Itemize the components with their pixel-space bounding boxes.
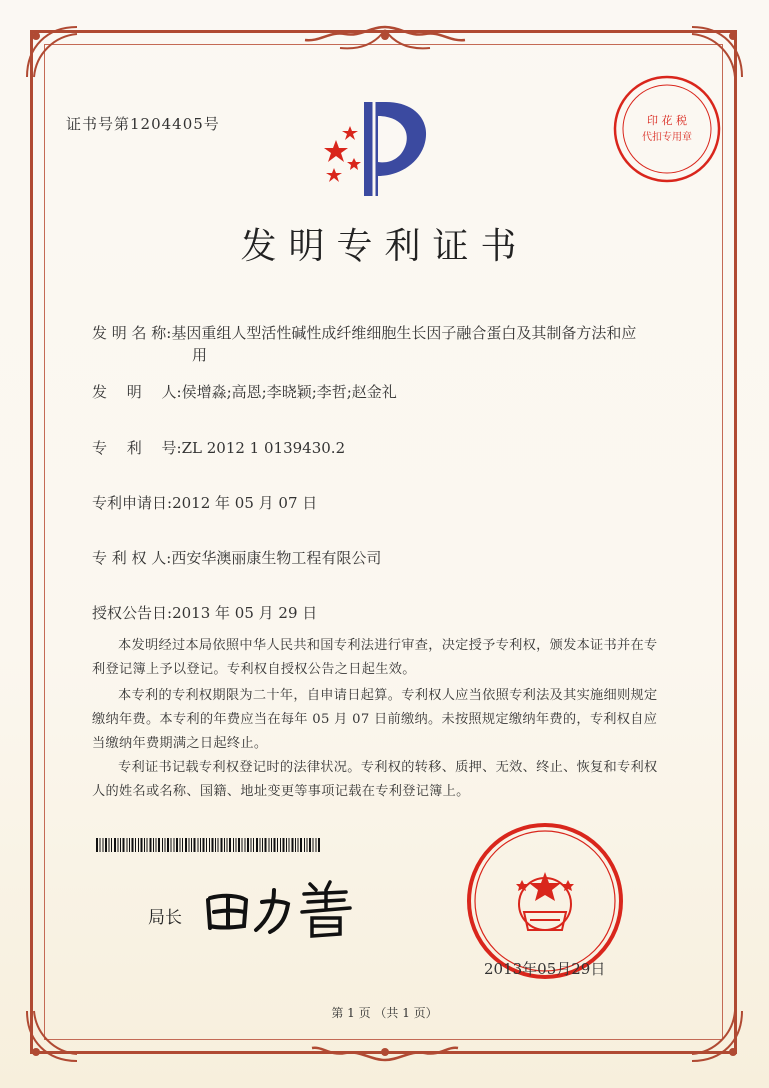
patentee-row — [92, 547, 381, 569]
filing-date-label: 专利申请日: — [92, 494, 173, 512]
tax-seal-icon — [610, 72, 724, 186]
announce-date-value: 2013 年 05 月 29 日 — [172, 604, 318, 622]
inventor-row — [92, 381, 397, 403]
patent-number-row — [92, 437, 345, 459]
bottom-ornament-icon — [310, 1030, 460, 1066]
invention-name-row — [92, 322, 636, 344]
patent-number-value: ZL 2012 1 0139430.2 — [181, 439, 346, 457]
page-title: 发明专利证书 — [240, 226, 529, 267]
inventor-label: 发 明 人: — [92, 383, 182, 401]
announce-date-row — [92, 602, 317, 624]
page-footer: 第 1 页 （共 1 页） — [331, 1006, 438, 1020]
filing-date-row — [92, 492, 317, 514]
signature-label: 局长 — [148, 908, 182, 928]
patent-number-label: 专 利 号: — [92, 439, 182, 457]
corner-ornament-icon — [22, 22, 82, 82]
certificate-number: 证书号第1204405号 — [66, 115, 220, 133]
seal-date: 2013年05月29日 — [484, 960, 606, 978]
invention-name-label: 发 明 名 称: — [92, 324, 172, 342]
svg-text:印 花 税: 印 花 税 — [647, 114, 687, 127]
invention-name-value-cont: 用 — [192, 346, 208, 364]
director-signature-icon — [200, 870, 370, 940]
body-paragraph: 本专利的专利权期限为二十年，自申请日起算。专利权人应当依照专利法及其实施细则规定缴纳年费。本专利的年费应当在每年 05 月 07 日前缴纳。未按照规定缴纳年费的，专利权自应当缴纳年费期满之日起终止。 — [92, 688, 658, 751]
svg-text:代扣专用章: 代扣专用章 — [642, 132, 692, 143]
invention-name-value: 基因重组人型活性碱性成纤维细胞生长因子融合蛋白及其制备方法和应 — [171, 324, 637, 342]
barcode-icon — [96, 838, 320, 852]
patentee-value: 西安华澳丽康生物工程有限公司 — [171, 549, 382, 567]
top-ornament-icon — [300, 22, 470, 62]
inventor-value: 侯增淼;高恩;李晓颖;李哲;赵金礼 — [181, 383, 397, 401]
body-paragraph: 专利证书记载专利权登记时的法律状况。专利权的转移、质押、无效、终止、恢复和专利权人的姓名或名称、国籍、地址变更等事项记载在专利登记簿上。 — [92, 760, 658, 799]
patentee-label: 专 利 权 人: — [92, 549, 172, 567]
announce-date-label: 授权公告日: — [92, 604, 173, 622]
filing-date-value: 2012 年 05 月 07 日 — [172, 494, 318, 512]
patent-office-logo-icon — [320, 96, 440, 200]
body-paragraph: 本发明经过本局依照中华人民共和国专利法进行审查，决定授予专利权，颁发本证书并在专利登记簿上予以登记。专利权自授权公告之日起生效。 — [92, 638, 658, 677]
